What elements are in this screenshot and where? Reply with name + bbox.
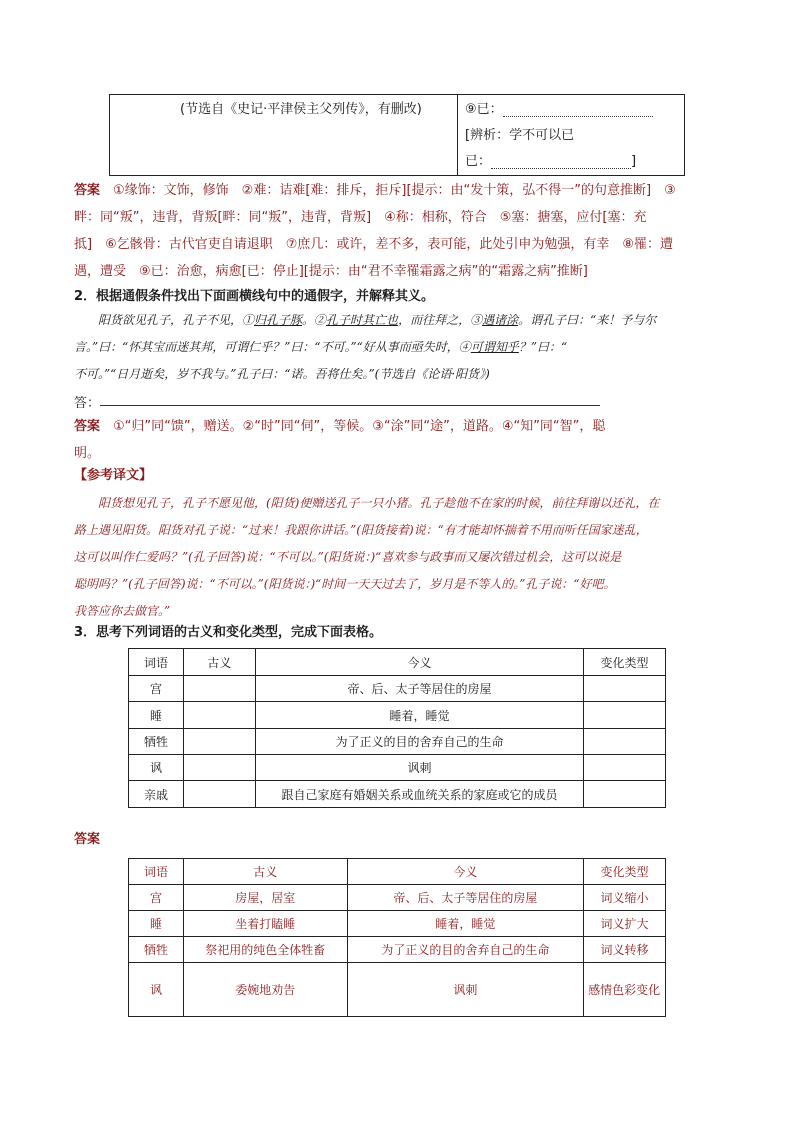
- table-header-row: [129, 859, 666, 885]
- table-header-row: [129, 649, 666, 676]
- table-cell: 睡: [129, 702, 184, 729]
- blank-cell[interactable]: [584, 755, 666, 781]
- table-cell: 跟自己家庭有婚姻关系或血统关系的家庭或它的成员: [255, 781, 583, 808]
- table-cell: 宫: [129, 885, 184, 911]
- hint-line: [辨析：学不可以已: [465, 128, 575, 143]
- table-cell: 词义转移: [584, 937, 666, 963]
- question-2-passage: [74, 307, 724, 388]
- table-row: [129, 911, 666, 937]
- translation-line: 路上遇见阳货。阳货对孔子说：“过来！我跟你讲话。”(阳货接着)说：“有才能却怀揣着不用而听任国家迷乱，: [74, 523, 648, 537]
- table-cell: 委婉地劝告: [183, 963, 347, 1017]
- answer-label: 答案: [74, 419, 101, 434]
- answer-label-3: 答案: [74, 832, 101, 847]
- underlined-phrase: 可谓知乎: [470, 340, 519, 354]
- underlined-phrase: 遇诸涂: [482, 313, 519, 327]
- hint-blank-line: 已： ]: [465, 154, 637, 169]
- blank-line: [491, 156, 631, 169]
- table-cell: 坐着打瞌睡: [183, 911, 347, 937]
- table-row: [129, 937, 666, 963]
- blank-cell[interactable]: [183, 781, 255, 808]
- question-3-table: [128, 648, 666, 808]
- answer-line: 畔：同“叛”，违背，背叛[畔：同“叛”，违背，背叛] ④称：相称，符合 ⑤塞：搪塞，应付[塞：充: [74, 210, 647, 225]
- table-cell: 为了正义的目的舍弃自己的生命: [347, 937, 584, 963]
- table-cell: 牺牲: [129, 937, 184, 963]
- table-cell: 睡: [129, 911, 184, 937]
- table-header-cell: 古义: [183, 859, 347, 885]
- answer-prompt: 答：: [74, 396, 101, 411]
- blank-cell[interactable]: [183, 676, 255, 702]
- answer-block-2: [74, 413, 724, 467]
- table-cell: 讽: [129, 755, 184, 781]
- table-header-cell: 今义: [347, 859, 584, 885]
- translation-text: [74, 490, 724, 625]
- table-cell: 讽刺: [255, 755, 583, 781]
- table-cell: 讽: [129, 963, 184, 1017]
- translation-line: 我答应你去做官。”: [74, 604, 171, 618]
- table-row: [129, 676, 666, 702]
- table-cell: 宫: [129, 676, 184, 702]
- table-cell: 牺牲: [129, 729, 184, 755]
- blank-cell[interactable]: [183, 702, 255, 729]
- blank-cell[interactable]: [584, 781, 666, 808]
- table-header-cell: 变化类型: [584, 859, 666, 885]
- table-cell: 词义扩大: [584, 911, 666, 937]
- blank-cell[interactable]: [584, 729, 666, 755]
- table-cell: 睡着，睡觉: [347, 911, 584, 937]
- underlined-phrase: 孔子时其亡也: [326, 313, 399, 327]
- table-row: [129, 885, 666, 911]
- translation-line: 聪明吗？”(孔子回答)说：“不可以。”(阳货说：)“时间一天天过去了，岁月是不等人的。”孔子说：“好吧。: [74, 577, 616, 591]
- table-header-cell: 词语: [129, 859, 184, 885]
- table-header-cell: 变化类型: [584, 649, 666, 676]
- table-cell: 亲戚: [129, 781, 184, 808]
- table-header-cell: 词语: [129, 649, 184, 676]
- blank-cell[interactable]: [584, 702, 666, 729]
- answer-line: 抵] ⑥乞骸骨：古代官吏自请退职 ⑦庶几：或许，差不多，表可能，此处引申为勉强，有幸 ⑧罹：遭: [74, 237, 674, 252]
- question-2-title: 2．根据通假条件找出下面画横线句中的通假字，并解释其义。: [74, 289, 435, 304]
- table-row: [129, 963, 666, 1017]
- blank-cell[interactable]: [183, 729, 255, 755]
- blank-line: [503, 104, 653, 117]
- item-9-line: ⑨已：: [465, 98, 653, 117]
- table-cell: 睡着，睡觉: [255, 702, 583, 729]
- table-header-cell: 今义: [255, 649, 583, 676]
- table-cell: 感情色彩变化: [584, 963, 666, 1017]
- source-citation: (节选自《史记·平津侯主父列传》，有删改): [180, 102, 422, 117]
- table-cell: 讽刺: [347, 963, 584, 1017]
- blank-cell[interactable]: [584, 676, 666, 702]
- box-divider: [457, 95, 458, 175]
- answer-label: 答案: [74, 183, 101, 198]
- answer-3-table: [128, 858, 666, 1017]
- table-cell: 帝、后、太子等居住的房屋: [255, 676, 583, 702]
- table-cell: 帝、后、太子等居住的房屋: [347, 885, 584, 911]
- underlined-phrase: 归孔子豚: [254, 313, 303, 327]
- passage-line: 不可。”“日月逝矣，岁不我与。”孔子曰：“诺。吾将仕矣。”(节选自《论语·阳货》): [74, 367, 490, 381]
- answer-line: 遇，遭受 ⑨已：治愈，病愈[已：停止][提示：由“君不幸罹霜露之病”的“霜露之病”推断]: [74, 264, 588, 279]
- answer-line: 明。: [74, 446, 101, 461]
- translation-title: 【参考译文】: [74, 468, 153, 483]
- source-box: [109, 94, 685, 176]
- question-3-title: 3．思考下列词语的古义和变化类型，完成下面表格。: [74, 625, 383, 640]
- table-cell: 祭祀用的纯色全体牲畜: [183, 937, 347, 963]
- table-cell: 为了正义的目的舍弃自己的生命: [255, 729, 583, 755]
- answer-line: 答案 ①“归”同“馈”，赠送。②“时”同“伺”，等候。③“涂”同“途”，道路。④“知”同“智”，聪: [74, 419, 606, 434]
- translation-line: 阳货想见孔子，孔子不愿见他，(阳货)便赠送孔子一只小猪。孔子趁他不在家的时候，前往拜谢以还礼，在: [98, 496, 660, 510]
- table-row: [129, 781, 666, 808]
- table-row: [129, 729, 666, 755]
- answer-input-line[interactable]: [100, 405, 600, 406]
- table-row: [129, 755, 666, 781]
- table-cell: 词义缩小: [584, 885, 666, 911]
- translation-line: 这可以叫作仁爱吗？”(孔子回答)说：“不可以。”(阳货说：)“喜欢参与政事而又屡次错过机会，这可以说是: [74, 550, 622, 564]
- passage-line: 阳货欲见孔子，孔子不见，①归孔子豚。②孔子时其亡也，而往拜之，③遇诸涂。谓孔子曰：“来！予与尔: [98, 313, 657, 327]
- table-cell: 房屋，居室: [183, 885, 347, 911]
- answer-line: 答案 ①缘饰：文饰，修饰 ②难：诘难[难：排斥，拒斥][提示：由“发十策，弘不得一”的句意推断] ③: [74, 183, 676, 198]
- answer-block-1: [74, 177, 724, 285]
- table-header-cell: 古义: [183, 649, 255, 676]
- passage-line: 言。”曰：“怀其宝而迷其邦，可谓仁乎？”曰：“不可。”“好从事而亟失时，④可谓知乎？”曰：“: [74, 340, 568, 354]
- table-row: [129, 702, 666, 729]
- blank-cell[interactable]: [183, 755, 255, 781]
